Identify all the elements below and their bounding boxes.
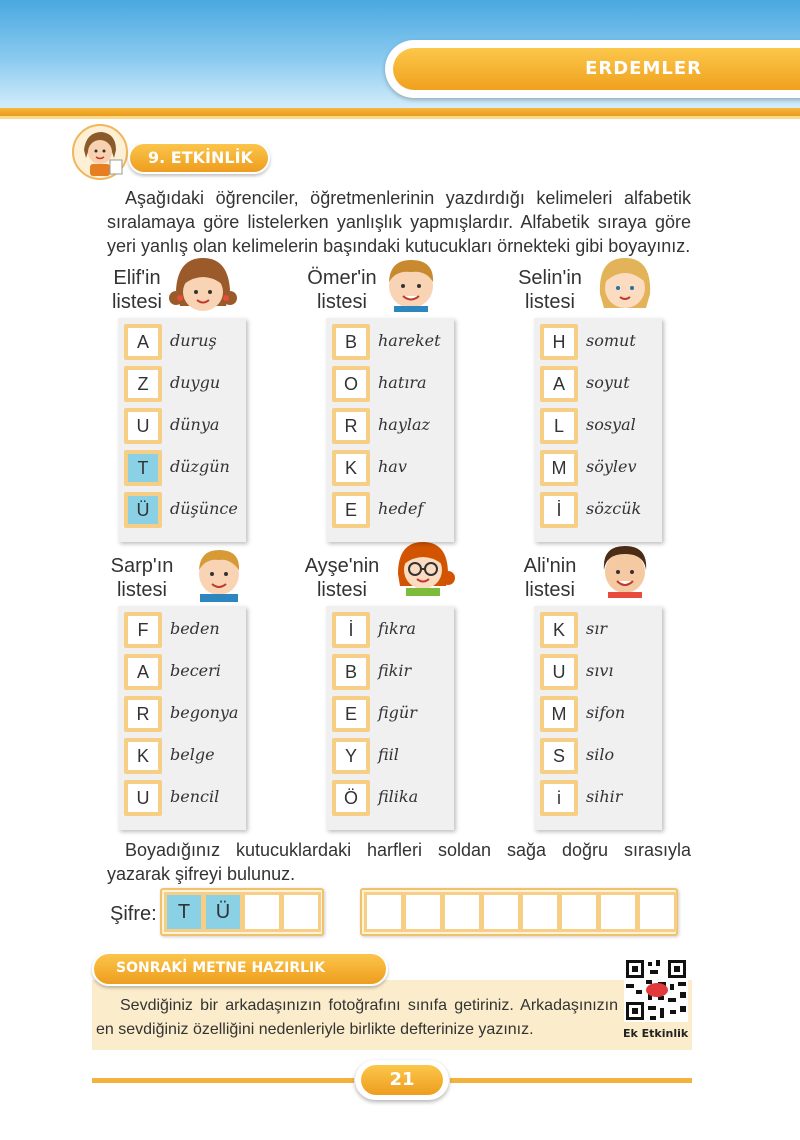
list-row — [332, 696, 450, 732]
letter-box[interactable]: E — [332, 492, 370, 528]
header-stripe — [0, 108, 800, 116]
cipher-instruction: Boyadığınız kutucuklardaki harfleri soldan sağa doğru sırasıyla yazarak şifreyi bulunuz. — [107, 840, 691, 884]
list-word: hareket — [378, 331, 441, 350]
list-title-omer: Ömer'in listesi — [307, 267, 377, 313]
list-row — [540, 492, 658, 528]
letter-box[interactable]: Y — [332, 738, 370, 774]
list-word: sıvı — [586, 661, 614, 680]
list-word: beceri — [170, 661, 221, 680]
letter-box[interactable]: U — [124, 408, 162, 444]
letter-box[interactable]: Ü — [124, 492, 162, 528]
list-row — [124, 612, 242, 648]
list-word: belge — [170, 745, 215, 764]
list-row — [124, 654, 242, 690]
letter-box[interactable]: M — [540, 450, 578, 486]
list-word: fikir — [378, 661, 412, 680]
list-row — [332, 408, 450, 444]
letter-box[interactable]: B — [332, 654, 370, 690]
letter-box[interactable]: F — [124, 612, 162, 648]
list-word: sosyal — [586, 415, 636, 434]
letter-box[interactable]: E — [332, 696, 370, 732]
header-stripe-light — [0, 116, 800, 119]
cipher-box[interactable] — [281, 892, 321, 932]
list-word: sifon — [586, 703, 626, 722]
omer-face-icon — [376, 254, 446, 312]
list-word: somut — [586, 331, 636, 350]
letter-box[interactable]: K — [332, 450, 370, 486]
list-word: duruş — [170, 331, 217, 350]
list-card-selin — [534, 318, 662, 542]
footer-line-left — [92, 1078, 354, 1083]
letter-box[interactable]: B — [332, 324, 370, 360]
letter-box[interactable]: M — [540, 696, 578, 732]
list-row — [124, 366, 242, 402]
list-word: söylev — [586, 457, 637, 476]
cipher-box[interactable] — [242, 892, 282, 932]
page-number: 21 — [389, 1069, 415, 1090]
letter-box[interactable]: O — [332, 366, 370, 402]
list-row — [124, 324, 242, 360]
list-word: düzgün — [170, 457, 230, 476]
list-row — [332, 612, 450, 648]
list-row — [540, 612, 658, 648]
letter-box[interactable]: K — [124, 738, 162, 774]
next-text-body: Sevdiğiniz bir arkadaşınızın fotoğrafını sınıfa getiriniz. Arkadaşınızın en sevdiğiniz özelliğini nedenleriyle birlikte defterinize yazınız. — [96, 997, 618, 1038]
letter-box[interactable]: U — [124, 780, 162, 816]
letter-box[interactable]: R — [332, 408, 370, 444]
cipher-box[interactable]: Ü — [203, 892, 243, 932]
list-word: soyut — [586, 373, 630, 392]
footer-line-right — [450, 1078, 692, 1083]
letter-box[interactable]: Z — [124, 366, 162, 402]
list-row — [540, 780, 658, 816]
list-row — [540, 324, 658, 360]
list-title-sarp: Sarp'ın listesi — [110, 555, 174, 601]
letter-box[interactable]: A — [124, 324, 162, 360]
cipher-label: Şifre: — [110, 903, 157, 925]
list-word: silo — [586, 745, 615, 764]
list-row — [124, 408, 242, 444]
cipher-box[interactable] — [559, 892, 599, 932]
list-word: fiil — [378, 745, 399, 764]
unit-title: ERDEMLER — [585, 58, 702, 79]
list-row — [332, 450, 450, 486]
list-word: düşünce — [170, 499, 238, 518]
list-row — [332, 654, 450, 690]
list-row — [124, 450, 242, 486]
list-word: fıkra — [378, 619, 416, 638]
list-title-ali: Ali'nin listesi — [523, 555, 577, 601]
letter-box[interactable]: R — [124, 696, 162, 732]
cipher-box[interactable] — [442, 892, 482, 932]
list-card-elif — [118, 318, 246, 542]
list-row — [332, 324, 450, 360]
list-row — [540, 738, 658, 774]
list-word: bencil — [170, 787, 220, 806]
list-row — [332, 492, 450, 528]
qr-label: Ek Etkinlik — [623, 1027, 689, 1040]
list-word: duygu — [170, 373, 221, 392]
list-title-ayse: Ayşe'nin listesi — [304, 555, 380, 601]
cipher-box[interactable] — [364, 892, 404, 932]
list-card-ayse — [326, 606, 454, 830]
list-row — [332, 738, 450, 774]
list-word: hav — [378, 457, 407, 476]
list-title-elif: Elif'in listesi — [111, 267, 162, 313]
letter-box[interactable]: i — [540, 780, 578, 816]
activity-instruction: Aşağıdaki öğrenciler, öğretmenlerinin yazdırdığı kelimeleri alfabetik sıralamaya göre listelerken yanlışlık yapmışlardır. Alfabetik sıraya göre yeri yanlış olan kelimelerin başındaki kutucukları örnekteki gibi boyayınız. — [107, 188, 691, 256]
list-word: sihir — [586, 787, 623, 806]
cipher-box[interactable] — [598, 892, 638, 932]
letter-box[interactable]: U — [540, 654, 578, 690]
list-row — [124, 780, 242, 816]
cipher-box[interactable] — [637, 892, 677, 932]
list-row — [332, 780, 450, 816]
letter-box[interactable]: L — [540, 408, 578, 444]
list-word: sözcük — [586, 499, 642, 518]
elif-face-icon — [168, 254, 238, 312]
girl-mascot-icon — [70, 124, 130, 180]
cipher-box[interactable] — [481, 892, 521, 932]
activity-badge-label: 9. ETKİNLİK — [148, 148, 253, 167]
letter-box[interactable]: K — [540, 612, 578, 648]
sarp-face-icon — [184, 544, 254, 602]
letter-box[interactable]: A — [124, 654, 162, 690]
list-word: hatıra — [378, 373, 427, 392]
list-row — [540, 696, 658, 732]
list-word: begonya — [170, 703, 239, 722]
ali-face-icon — [590, 540, 660, 598]
list-row — [540, 366, 658, 402]
letter-box[interactable]: İ — [332, 612, 370, 648]
list-row — [124, 696, 242, 732]
letter-box[interactable]: H — [540, 324, 578, 360]
list-word: figür — [378, 703, 417, 722]
list-word: dünya — [170, 415, 220, 434]
cipher-box[interactable]: T — [164, 892, 204, 932]
list-word: hedef — [378, 499, 424, 518]
letter-box[interactable]: İ — [540, 492, 578, 528]
list-card-ali — [534, 606, 662, 830]
letter-box[interactable]: A — [540, 366, 578, 402]
list-word: haylaz — [378, 415, 430, 434]
letter-box[interactable]: T — [124, 450, 162, 486]
list-card-sarp — [118, 606, 246, 830]
cipher-box[interactable] — [403, 892, 443, 932]
list-word: filika — [378, 787, 419, 806]
list-row — [332, 366, 450, 402]
list-title-selin: Selin'in listesi — [518, 267, 582, 313]
list-row — [124, 492, 242, 528]
list-card-omer — [326, 318, 454, 542]
letter-box[interactable]: S — [540, 738, 578, 774]
next-text-title: SONRAKİ METNE HAZIRLIK — [116, 960, 326, 976]
ayse-face-icon — [388, 538, 458, 596]
list-word: beden — [170, 619, 220, 638]
list-row — [540, 654, 658, 690]
qr-code-icon[interactable] — [624, 958, 688, 1022]
list-row — [124, 738, 242, 774]
list-word: sır — [586, 619, 607, 638]
letter-box[interactable]: Ö — [332, 780, 370, 816]
list-row — [540, 408, 658, 444]
cipher-box[interactable] — [520, 892, 560, 932]
selin-face-icon — [590, 254, 660, 312]
list-row — [540, 450, 658, 486]
